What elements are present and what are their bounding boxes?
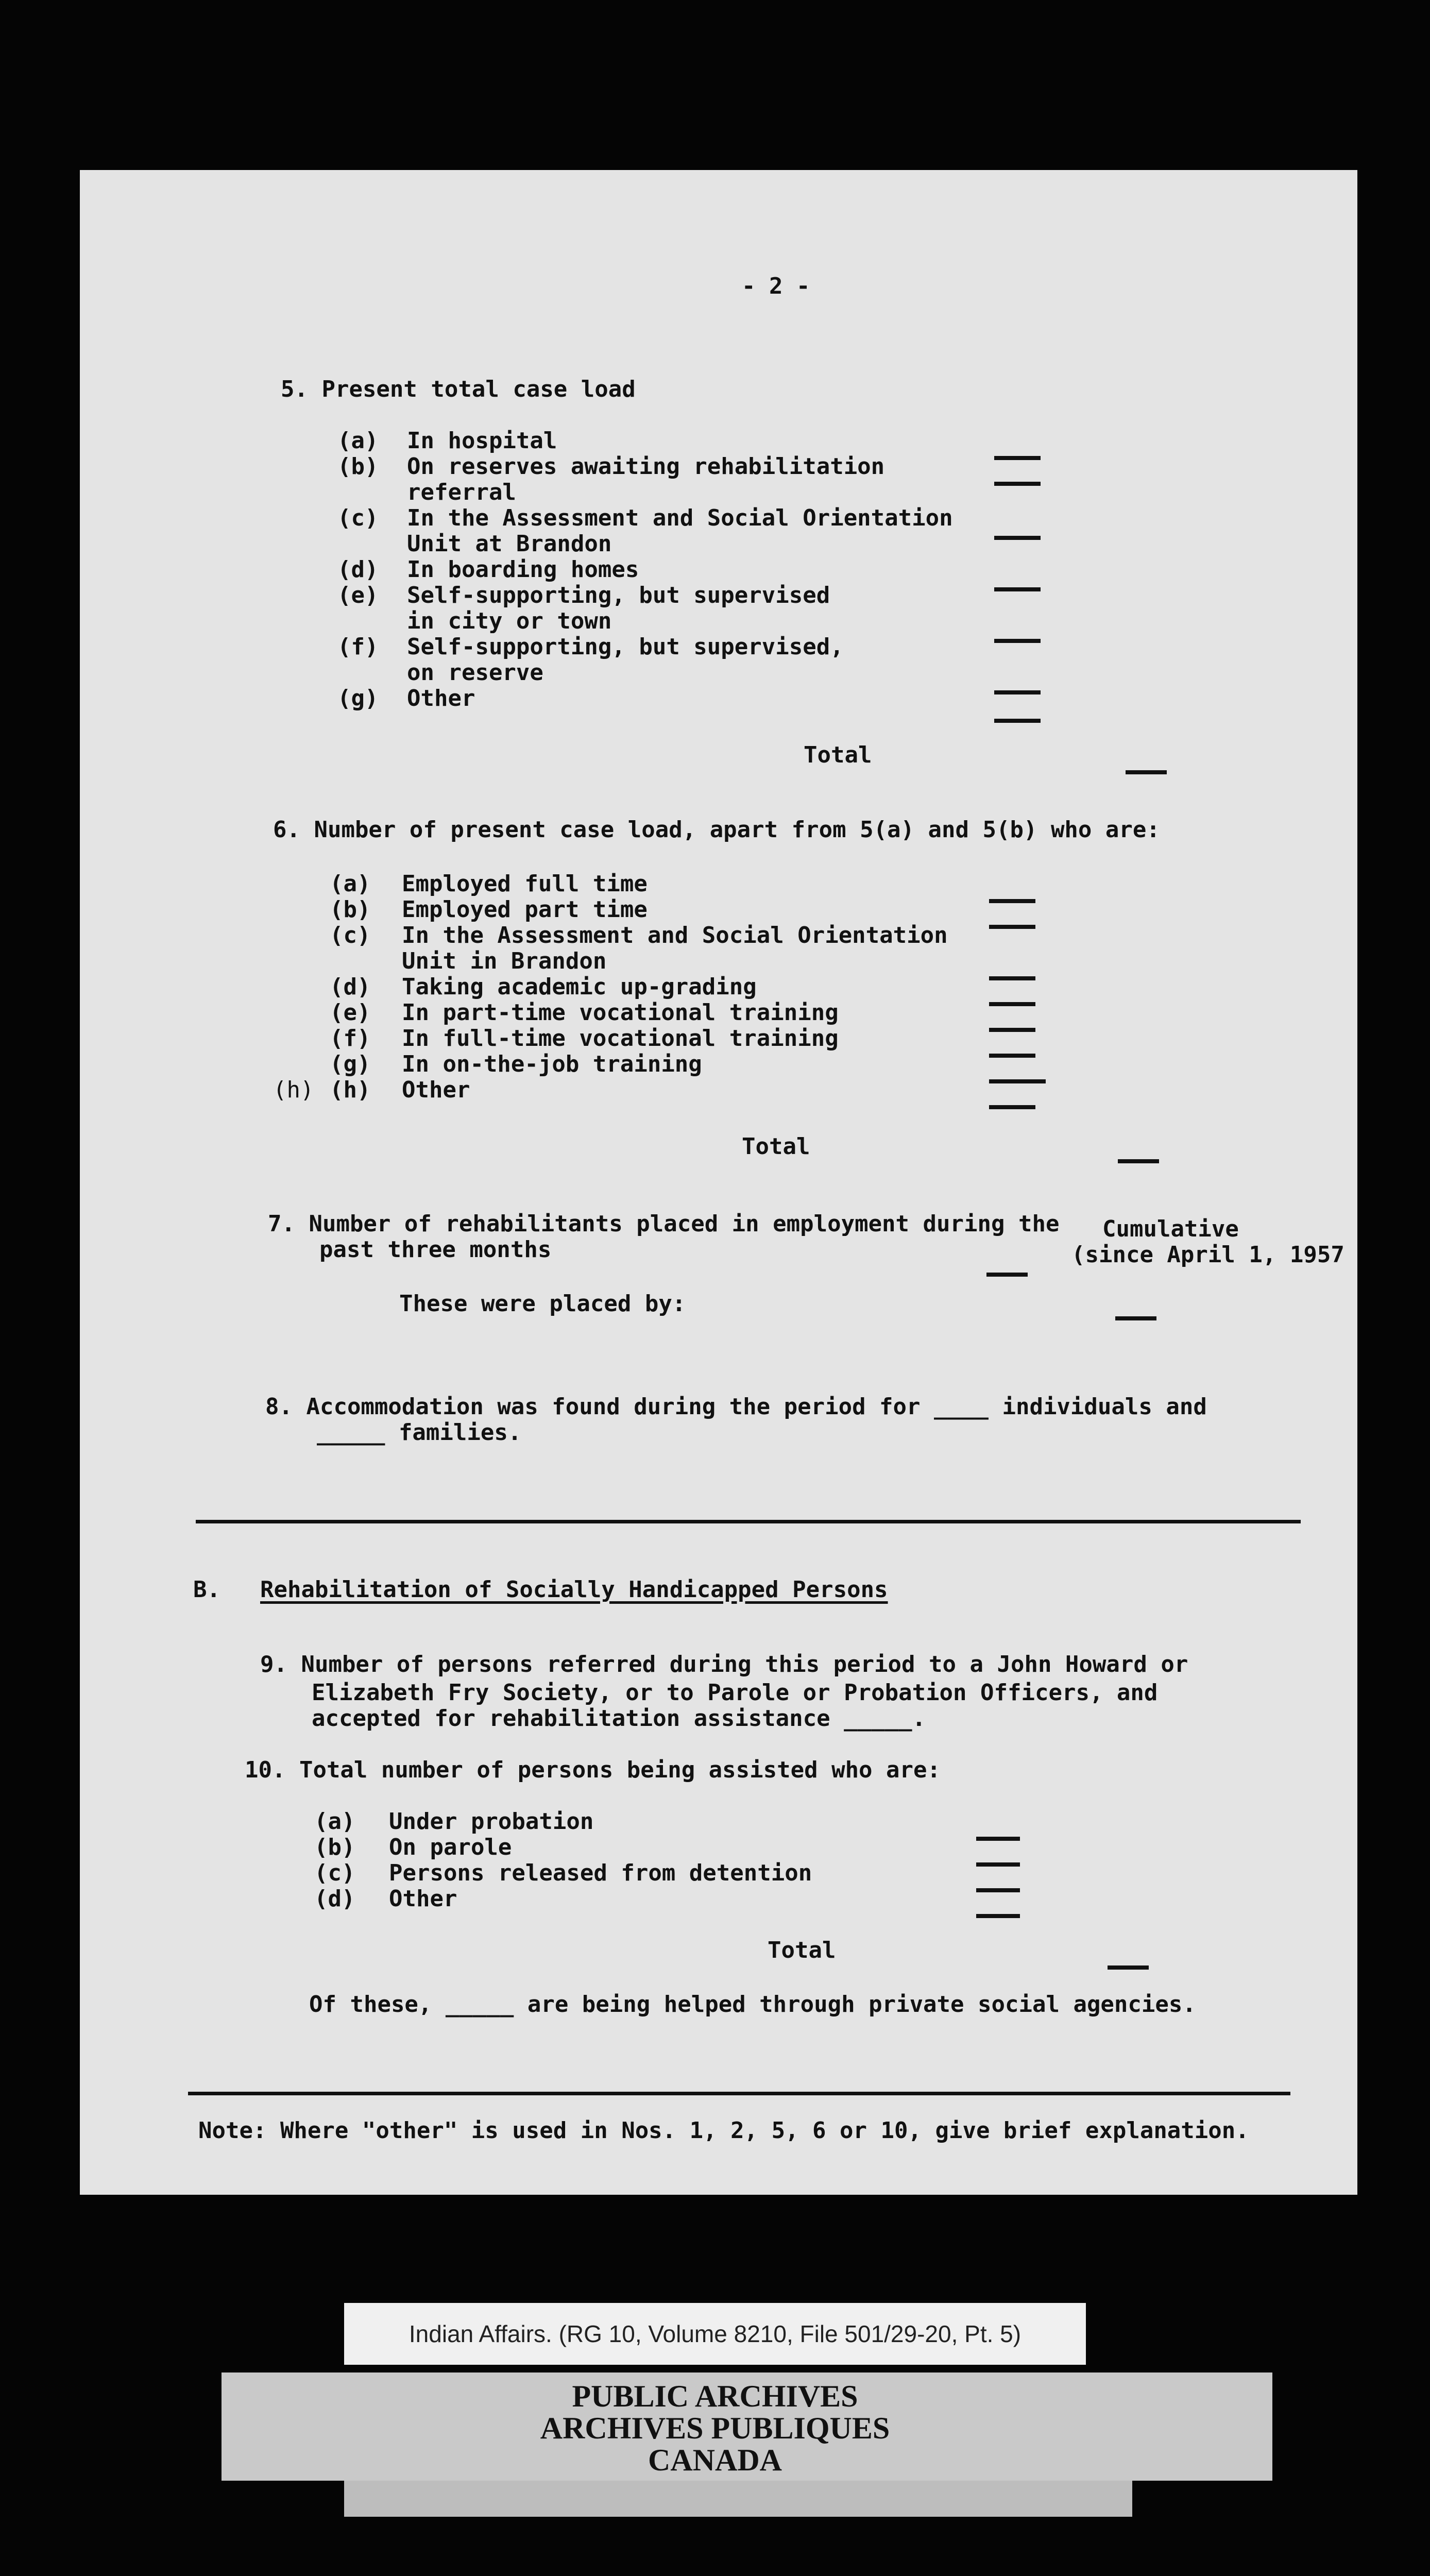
q6-item-g-text: In on-the-job training <box>402 1051 702 1077</box>
q6-item-h-letter: (h) <box>330 1077 371 1103</box>
q6-total-blank <box>1118 1159 1159 1163</box>
q5-item-f-text-2: on reserve <box>407 659 543 686</box>
q5-item-d-letter: (d) <box>337 556 379 583</box>
section-b-letter: B. <box>193 1577 220 1603</box>
divider-bottom <box>188 2092 1290 2095</box>
q6-item-b-text: Employed part time <box>402 896 648 923</box>
q5-blank-d <box>994 587 1041 591</box>
q10-item-b-text: On parole <box>389 1834 512 1860</box>
q6-blank-g <box>989 1079 1046 1083</box>
q7-cumulative: Cumulative <box>1102 1216 1239 1242</box>
q5-blank-f <box>994 690 1041 694</box>
q10-item-c-text: Persons released from detention <box>389 1860 812 1886</box>
q6-blank-h <box>989 1105 1035 1109</box>
q8-text-1: 8. Accommodation was found during the period for ____ individuals and <box>265 1394 1207 1420</box>
q9-text-3: accepted for rehabilitation assistance _____. <box>312 1705 926 1732</box>
q6-item-e-letter: (e) <box>330 999 371 1026</box>
q10-item-a-text: Under probation <box>389 1808 594 1835</box>
q5-item-c-letter: (c) <box>337 505 379 531</box>
q5-blank-e <box>994 639 1041 643</box>
q6-item-a-letter: (a) <box>330 871 371 897</box>
q10-item-c-letter: (c) <box>314 1860 355 1886</box>
footnote: Note: Where "other" is used in Nos. 1, 2, 5, 6 or 10, give brief explanation. <box>198 2117 1249 2144</box>
q5-blank-g <box>994 719 1041 723</box>
q5-item-b-text-2: referral <box>407 479 516 505</box>
q6-item-c-text-2: Unit in Brandon <box>402 948 607 974</box>
q6-blank-e <box>989 1028 1035 1032</box>
q10-item-b-letter: (b) <box>314 1834 355 1860</box>
q5-item-a-letter: (a) <box>337 428 379 454</box>
archive-stamp-line-2: ARCHIVES PUBLIQUES <box>540 2411 890 2445</box>
q7-text-1: 7. Number of rehabilitants placed in employment during the <box>268 1211 1060 1237</box>
q10-blank-a <box>976 1837 1020 1841</box>
divider-top <box>196 1520 1301 1523</box>
q6-blank-d <box>989 1002 1035 1006</box>
q5-item-g-letter: (g) <box>337 685 379 711</box>
q10-private-agencies: Of these, _____ are being helped through private social agencies. <box>309 1991 1196 2018</box>
q10-item-d-letter: (d) <box>314 1886 355 1912</box>
q6-item-g-letter: (g) <box>330 1051 371 1077</box>
q5-blank-a <box>994 456 1041 460</box>
q5-item-g-text: Other <box>407 685 475 711</box>
q5-item-d-text: In boarding homes <box>407 556 639 583</box>
q6-item-f-text: In full-time vocational training <box>402 1025 839 1052</box>
q7-cumulative-since: (since April 1, 1957 <box>1071 1242 1344 1268</box>
q10-title: 10. Total number of persons being assisted who are: <box>245 1757 941 1783</box>
q5-item-f-letter: (f) <box>337 634 379 660</box>
q5-total-blank <box>1126 770 1167 774</box>
q6-margin-note: (h) <box>273 1077 314 1103</box>
q6-total-label: Total <box>742 1133 810 1160</box>
q10-total-blank <box>1108 1965 1149 1970</box>
q7-placed-by: These were placed by: <box>399 1291 686 1317</box>
q10-total-label: Total <box>768 1937 836 1963</box>
q6-item-f-letter: (f) <box>330 1025 371 1052</box>
q5-blank-c <box>994 536 1041 540</box>
q6-item-c-letter: (c) <box>330 922 371 948</box>
q6-item-a-text: Employed full time <box>402 871 648 897</box>
q10-blank-d <box>976 1914 1020 1918</box>
q5-item-e-letter: (e) <box>337 582 379 608</box>
q5-item-e-text-2: in city or town <box>407 608 612 634</box>
q6-item-b-letter: (b) <box>330 896 371 923</box>
page-number: - 2 - <box>742 273 810 299</box>
q5-total-label: Total <box>804 742 872 768</box>
q5-item-f-text: Self-supporting, but supervised, <box>407 634 844 660</box>
q10-item-d-text: Other <box>389 1886 457 1912</box>
q10-blank-b <box>976 1862 1020 1867</box>
q7-blank-3-months <box>986 1273 1028 1277</box>
q6-blank-b <box>989 925 1035 929</box>
archive-stamp-line-1: PUBLIC ARCHIVES <box>572 2379 858 2413</box>
q5-item-e-text: Self-supporting, but supervised <box>407 582 830 608</box>
q7-text-2: past three months <box>319 1236 552 1263</box>
archive-stamp-line-3: CANADA <box>648 2443 782 2477</box>
q7-blank-cumulative <box>1115 1316 1156 1320</box>
q5-item-c-text-2: Unit at Brandon <box>407 531 612 557</box>
q5-blank-b <box>994 482 1041 486</box>
q6-item-d-letter: (d) <box>330 974 371 1000</box>
q5-item-b-text: On reserves awaiting rehabilitation <box>407 453 885 480</box>
q6-item-c-text: In the Assessment and Social Orientation <box>402 922 948 948</box>
q6-blank-a <box>989 899 1035 903</box>
q9-text-1: 9. Number of persons referred during this period to a John Howard or <box>260 1651 1188 1677</box>
q6-item-d-text: Taking academic up-grading <box>402 974 757 1000</box>
archive-stamp-strip <box>344 2481 1132 2517</box>
q10-item-a-letter: (a) <box>314 1808 355 1835</box>
q5-item-a-text: In hospital <box>407 428 557 454</box>
q5-item-b-letter: (b) <box>337 453 379 480</box>
q6-item-e-text: In part-time vocational training <box>402 999 839 1026</box>
q8-text-2: _____ families. <box>317 1419 522 1446</box>
q6-blank-c <box>989 976 1035 980</box>
q5-title: 5. Present total case load <box>281 376 636 402</box>
archive-reference-label: Indian Affairs. (RG 10, Volume 8210, File 501/29-20, Pt. 5) <box>344 2303 1086 2365</box>
q6-blank-f <box>989 1054 1035 1058</box>
q5-item-c-text: In the Assessment and Social Orientation <box>407 505 953 531</box>
section-b-title: Rehabilitation of Socially Handicapped Persons <box>260 1577 888 1603</box>
q6-item-h-text: Other <box>402 1077 470 1103</box>
q9-text-2: Elizabeth Fry Society, or to Parole or Probation Officers, and <box>312 1680 1158 1706</box>
q6-title: 6. Number of present case load, apart from 5(a) and 5(b) who are: <box>273 817 1160 843</box>
q10-blank-c <box>976 1888 1020 1892</box>
